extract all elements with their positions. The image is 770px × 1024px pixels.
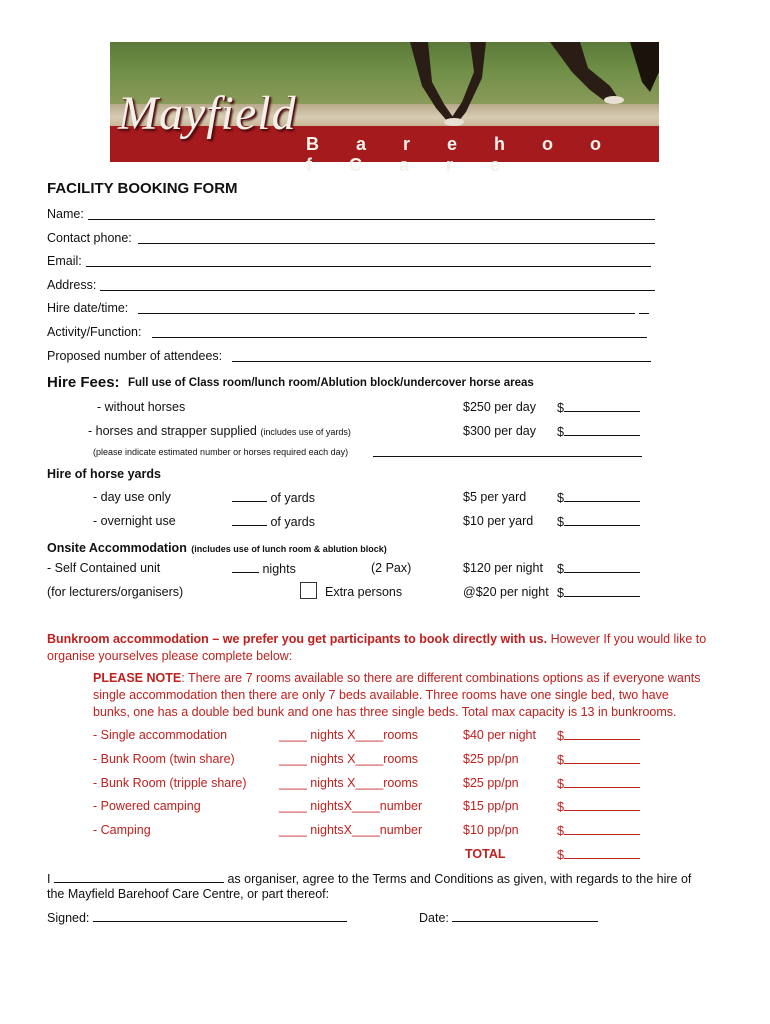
day-use-amount[interactable] bbox=[557, 490, 640, 505]
field-name-label: Name: bbox=[47, 207, 84, 221]
field-address bbox=[47, 278, 96, 292]
please-note-line2: single accommodation then there are only 7 beds available. Three rooms have one single bed, two have bbox=[93, 688, 669, 702]
overnight-qty[interactable] bbox=[232, 514, 315, 529]
self-contained-pax: (2 Pax) bbox=[371, 561, 412, 575]
powered-camping-amount[interactable] bbox=[557, 799, 640, 814]
with-horses-amount-line[interactable] bbox=[564, 424, 640, 436]
bunkroom-intro-line1 bbox=[47, 632, 706, 646]
tripple-share-amount-line[interactable] bbox=[564, 776, 640, 788]
field-attendees-label: Proposed number of attendees: bbox=[47, 349, 223, 363]
camping-label: - Camping bbox=[93, 823, 151, 837]
without-horses-label: - without horses bbox=[97, 400, 186, 414]
brand-logo-text: Mayfield bbox=[118, 87, 297, 140]
with-horses-row bbox=[88, 424, 351, 438]
hire-date-input-line[interactable] bbox=[138, 313, 635, 314]
day-use-qty-line[interactable] bbox=[232, 490, 267, 502]
twin-share-amount[interactable] bbox=[557, 752, 640, 767]
self-contained-amount-line[interactable] bbox=[564, 561, 640, 573]
agreement-line1 bbox=[47, 871, 691, 886]
extra-persons-amount[interactable] bbox=[557, 585, 640, 600]
overnight-qty-line[interactable] bbox=[232, 514, 267, 526]
twin-share-label: - Bunk Room (twin share) bbox=[93, 752, 235, 766]
field-attendees bbox=[47, 349, 222, 363]
please-note-text1: : There are 7 rooms available so there are different combinations options as if everyone wants bbox=[181, 671, 701, 685]
extra-persons-checkbox[interactable] bbox=[300, 582, 317, 599]
self-contained-qty[interactable] bbox=[232, 561, 296, 576]
activity-input-line[interactable] bbox=[152, 337, 647, 338]
powered-camping-amount-line[interactable] bbox=[564, 799, 640, 811]
tripple-share-price: $25 pp/pn bbox=[463, 776, 519, 790]
single-accommodation-amount[interactable] bbox=[557, 728, 640, 743]
please-note-line3: bunks, one has a double bed bunk and one has three single beds. Total max capacity is 13 in bunkrooms. bbox=[93, 705, 677, 719]
single-accommodation-amount-symbol: $ bbox=[557, 729, 564, 743]
self-contained-amount-symbol: $ bbox=[557, 562, 564, 576]
field-activity-label: Activity/Function: bbox=[47, 325, 142, 339]
bunkroom-intro-rest1: However If you would like to bbox=[547, 632, 707, 646]
camping-amount-line[interactable] bbox=[564, 823, 640, 835]
yards-heading: Hire of horse yards bbox=[47, 467, 161, 481]
with-horses-amount[interactable] bbox=[557, 424, 640, 439]
self-contained-price: $120 per night bbox=[463, 561, 543, 575]
bunkroom-intro-bold: Bunkroom accommodation – we prefer you get participants to book directly with us. bbox=[47, 632, 548, 646]
total-amount-symbol: $ bbox=[557, 848, 564, 862]
with-horses-amount-symbol: $ bbox=[557, 425, 564, 439]
tripple-share-amount[interactable] bbox=[557, 776, 640, 791]
self-contained-qty-label: nights bbox=[262, 562, 296, 576]
please-note-line1 bbox=[93, 671, 701, 685]
overnight-label: - overnight use bbox=[93, 514, 176, 528]
date-label: Date: bbox=[419, 911, 449, 925]
overnight-amount-symbol: $ bbox=[557, 515, 564, 529]
single-accommodation-qty[interactable]: ____ nights X____rooms bbox=[279, 728, 418, 742]
with-horses-label: - horses and strapper supplied bbox=[88, 424, 257, 438]
without-horses-amount[interactable] bbox=[557, 400, 640, 415]
camping-amount-symbol: $ bbox=[557, 824, 564, 838]
with-horses-price: $300 per day bbox=[463, 424, 536, 438]
powered-camping-qty[interactable]: ____ nightsX____number bbox=[279, 799, 423, 813]
field-email-label: Email: bbox=[47, 254, 82, 268]
agreement-line2: the Mayfield Barehoof Care Centre, or part thereof: bbox=[47, 887, 330, 901]
agreement-text1: as organiser, agree to the Terms and Conditions as given, with regards to the hire of bbox=[227, 872, 692, 886]
email-input-line[interactable] bbox=[86, 266, 651, 267]
extra-persons-amount-line[interactable] bbox=[564, 585, 640, 597]
hire-fees-subheading: Full use of Class room/lunch room/Ablution block/undercover horse areas bbox=[128, 377, 534, 389]
field-hire-date-label: Hire date/time: bbox=[47, 301, 129, 315]
total-amount[interactable] bbox=[557, 847, 640, 862]
powered-camping-amount-symbol: $ bbox=[557, 800, 564, 814]
onsite-heading-row bbox=[47, 539, 387, 557]
horse-estimate-note: (please indicate estimated number or horses required each day) bbox=[93, 447, 349, 457]
contact-phone-input-line[interactable] bbox=[138, 243, 655, 244]
header-banner bbox=[110, 42, 659, 175]
single-accommodation-amount-line[interactable] bbox=[564, 728, 640, 740]
field-name bbox=[47, 207, 84, 221]
field-contact-phone bbox=[47, 231, 132, 245]
with-horses-note: (includes use of yards) bbox=[260, 427, 351, 437]
bunkroom-intro-line2: organise yourselves please complete below: bbox=[47, 649, 293, 663]
day-use-amount-symbol: $ bbox=[557, 491, 564, 505]
twin-share-amount-line[interactable] bbox=[564, 752, 640, 764]
camping-qty[interactable]: ____ nightsX____number bbox=[279, 823, 423, 837]
tripple-share-qty[interactable]: ____ nights X____rooms bbox=[279, 776, 418, 790]
tripple-share-amount-symbol: $ bbox=[557, 777, 564, 791]
single-accommodation-price: $40 per night bbox=[463, 728, 536, 742]
overnight-price: $10 per yard bbox=[463, 514, 534, 528]
extra-persons-price: @$20 per night bbox=[463, 585, 549, 599]
twin-share-price: $25 pp/pn bbox=[463, 752, 519, 766]
self-contained-label: - Self Contained unit bbox=[47, 561, 161, 575]
overnight-qty-label: of yards bbox=[270, 515, 315, 529]
day-use-label: - day use only bbox=[93, 490, 171, 504]
single-accommodation-label: - Single accommodation bbox=[93, 728, 228, 742]
day-use-amount-line[interactable] bbox=[564, 490, 640, 502]
self-contained-amount[interactable] bbox=[557, 561, 640, 576]
powered-camping-label: - Powered camping bbox=[93, 799, 201, 813]
total-amount-line[interactable] bbox=[564, 847, 640, 859]
camping-amount[interactable] bbox=[557, 823, 640, 838]
field-hire-date bbox=[47, 301, 128, 315]
form-title: FACILITY BOOKING FORM bbox=[47, 180, 238, 197]
field-contact-phone-label: Contact phone: bbox=[47, 231, 132, 245]
twin-share-qty[interactable]: ____ nights X____rooms bbox=[279, 752, 418, 766]
organiser-name-input-line[interactable] bbox=[54, 871, 224, 883]
camping-price: $10 pp/pn bbox=[463, 823, 519, 837]
without-horses-amount-line[interactable] bbox=[564, 400, 640, 412]
date-input-line[interactable] bbox=[452, 910, 598, 922]
overnight-amount-line[interactable] bbox=[564, 514, 640, 526]
agreement-prefix: I bbox=[47, 872, 51, 886]
day-use-qty[interactable] bbox=[232, 490, 315, 505]
onsite-note: (includes use of lunch room & ablution block) bbox=[191, 544, 387, 554]
twin-share-amount-symbol: $ bbox=[557, 753, 564, 767]
lecturers-label: (for lecturers/organisers) bbox=[47, 585, 184, 599]
onsite-heading: Onsite Accommodation bbox=[47, 541, 187, 555]
powered-camping-price: $15 pp/pn bbox=[463, 799, 519, 813]
date-field bbox=[419, 910, 598, 925]
attendees-input-line[interactable] bbox=[232, 361, 651, 362]
hire-date-input-line-end bbox=[639, 313, 649, 314]
tripple-share-label: - Bunk Room (tripple share) bbox=[93, 776, 247, 790]
please-note-label: PLEASE NOTE bbox=[93, 671, 182, 685]
address-input-line[interactable] bbox=[100, 290, 655, 291]
brand-tagline: B a r e h o o f C a r e bbox=[306, 134, 618, 175]
overnight-amount[interactable] bbox=[557, 514, 640, 529]
day-use-qty-label: of yards bbox=[270, 491, 315, 505]
horse-estimate-input-line[interactable] bbox=[373, 456, 642, 457]
extra-persons-amount-symbol: $ bbox=[557, 586, 564, 600]
field-email bbox=[47, 254, 82, 268]
extra-persons-label: Extra persons bbox=[325, 585, 403, 599]
field-address-label: Address: bbox=[47, 278, 97, 292]
self-contained-qty-line[interactable] bbox=[232, 561, 259, 573]
total-label: TOTAL bbox=[465, 847, 506, 861]
name-input-line[interactable] bbox=[88, 219, 655, 220]
day-use-price: $5 per yard bbox=[463, 490, 527, 504]
hire-fees-heading: Hire Fees: bbox=[47, 374, 120, 391]
field-activity bbox=[47, 325, 141, 339]
without-horses-price: $250 per day bbox=[463, 400, 536, 414]
signed-label: Signed: bbox=[47, 911, 90, 925]
signature-input-line[interactable] bbox=[93, 910, 347, 922]
without-horses-amount-symbol: $ bbox=[557, 401, 564, 415]
signed-field bbox=[47, 910, 347, 925]
